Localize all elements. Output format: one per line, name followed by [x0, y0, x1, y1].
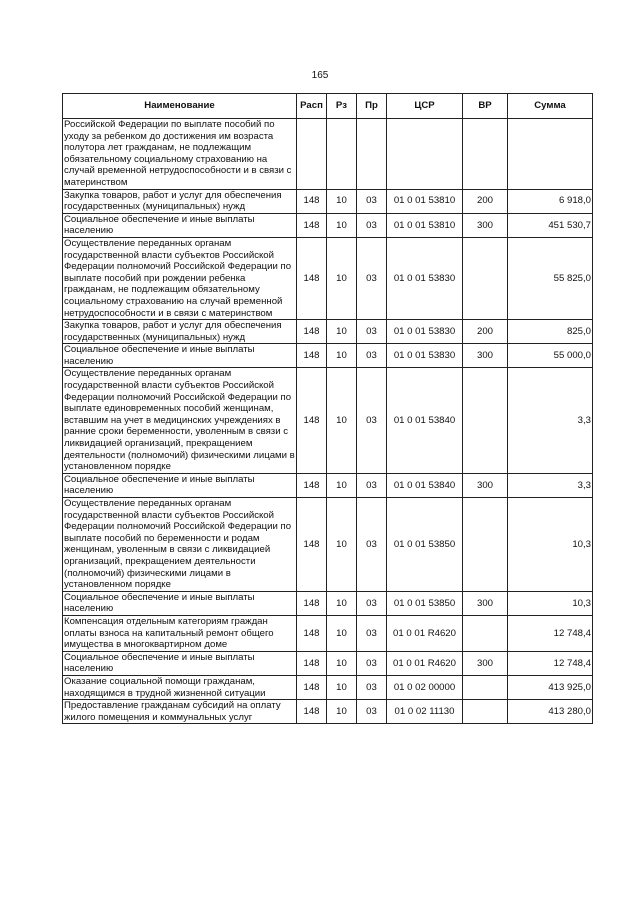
cell-pr: [357, 119, 387, 190]
table-body: [63, 119, 593, 724]
cell-pr: 03: [357, 368, 387, 473]
cell-rasp: 148: [297, 615, 327, 651]
cell-rasp: 148: [297, 700, 327, 724]
cell-rz: 10: [327, 344, 357, 368]
cell-name: Осуществление переданных органам государственной власти субъектов Российской Федерации полномочий Российской Федерации по выплате пособий по беременности и родам женщинам, уволенным в связи с ликвидацией организаций, прекращением деятельности (полномочий) физическими лицами в установленном порядке: [63, 498, 297, 592]
cell-vr: [463, 119, 508, 190]
cell-name: Осуществление переданных органам государственной власти субъектов Российской Федерации полномочий Российской Федерации по выплате пособий при рождении ребенка гражданам, не подлежащим обязательному социальному страхованию на случай временной нетрудоспособности и в связи с материнством: [63, 237, 297, 319]
cell-csr: 01 0 01 R4620: [387, 651, 463, 675]
cell-csr: 01 0 01 53830: [387, 320, 463, 344]
cell-rz: [327, 119, 357, 190]
cell-sum: 12 748,4: [508, 651, 593, 675]
table-row: [63, 700, 593, 724]
cell-csr: 01 0 01 53850: [387, 498, 463, 592]
table-row: [63, 498, 593, 592]
cell-sum: 3,3: [508, 473, 593, 497]
cell-name: Компенсация отдельным категориям граждан оплаты взноса на капитальный ремонт общего имущества в многоквартирном доме: [63, 615, 297, 651]
cell-sum: 6 918,0: [508, 189, 593, 213]
table-row: [63, 651, 593, 675]
cell-rz: 10: [327, 651, 357, 675]
cell-rz: 10: [327, 700, 357, 724]
cell-rasp: 148: [297, 189, 327, 213]
cell-name: Закупка товаров, работ и услуг для обеспечения государственных (муниципальных) нужд: [63, 320, 297, 344]
cell-vr: 300: [463, 651, 508, 675]
cell-pr: 03: [357, 591, 387, 615]
cell-vr: 300: [463, 213, 508, 237]
table-header-row: [63, 94, 593, 119]
column-header-csr: ЦСР: [387, 94, 463, 119]
table-row: [63, 473, 593, 497]
table-row: [63, 237, 593, 319]
cell-pr: 03: [357, 651, 387, 675]
cell-csr: 01 0 01 53810: [387, 189, 463, 213]
cell-sum: [508, 119, 593, 190]
cell-rasp: 148: [297, 320, 327, 344]
cell-vr: [463, 615, 508, 651]
cell-rasp: 148: [297, 344, 327, 368]
cell-pr: 03: [357, 700, 387, 724]
cell-rz: 10: [327, 675, 357, 699]
cell-vr: 300: [463, 591, 508, 615]
cell-rz: 10: [327, 498, 357, 592]
table-row: [63, 320, 593, 344]
cell-rz: 10: [327, 237, 357, 319]
cell-rasp: 148: [297, 237, 327, 319]
cell-rasp: 148: [297, 498, 327, 592]
table-row: [63, 675, 593, 699]
cell-csr: 01 0 01 53850: [387, 591, 463, 615]
column-header-pr: Пр: [357, 94, 387, 119]
cell-rasp: [297, 119, 327, 190]
cell-vr: [463, 498, 508, 592]
table-row: [63, 119, 593, 190]
cell-vr: [463, 675, 508, 699]
cell-sum: 413 925,0: [508, 675, 593, 699]
cell-vr: [463, 700, 508, 724]
column-header-rz: Рз: [327, 94, 357, 119]
cell-rasp: 148: [297, 591, 327, 615]
cell-rz: 10: [327, 615, 357, 651]
cell-name: Социальное обеспечение и иные выплаты населению: [63, 473, 297, 497]
table-row: [63, 189, 593, 213]
cell-vr: [463, 237, 508, 319]
cell-name: Социальное обеспечение и иные выплаты населению: [63, 591, 297, 615]
cell-sum: 451 530,7: [508, 213, 593, 237]
cell-csr: 01 0 01 53810: [387, 213, 463, 237]
cell-rasp: 148: [297, 651, 327, 675]
cell-csr: 01 0 01 R4620: [387, 615, 463, 651]
page-number: 165: [311, 70, 329, 81]
column-header-rasp: Расп: [297, 94, 327, 119]
cell-rasp: 148: [297, 675, 327, 699]
cell-sum: 12 748,4: [508, 615, 593, 651]
cell-csr: 01 0 02 11130: [387, 700, 463, 724]
column-header-sum: Сумма: [508, 94, 593, 119]
cell-vr: 200: [463, 189, 508, 213]
budget-table: [62, 93, 593, 724]
cell-csr: 01 0 01 53840: [387, 368, 463, 473]
cell-name: Закупка товаров, работ и услуг для обеспечения государственных (муниципальных) нужд: [63, 189, 297, 213]
table-row: [63, 213, 593, 237]
cell-rz: 10: [327, 591, 357, 615]
cell-rasp: 148: [297, 473, 327, 497]
cell-name: Социальное обеспечение и иные выплаты населению: [63, 344, 297, 368]
cell-rasp: 148: [297, 213, 327, 237]
cell-name: Предоставление гражданам субсидий на оплату жилого помещения и коммунальных услуг: [63, 700, 297, 724]
cell-name: Социальное обеспечение и иные выплаты населению: [63, 213, 297, 237]
cell-csr: 01 0 01 53840: [387, 473, 463, 497]
cell-rz: 10: [327, 189, 357, 213]
cell-sum: 413 280,0: [508, 700, 593, 724]
cell-rz: 10: [327, 368, 357, 473]
cell-vr: 300: [463, 473, 508, 497]
table-row: [63, 591, 593, 615]
cell-vr: [463, 368, 508, 473]
cell-pr: 03: [357, 675, 387, 699]
column-header-vr: ВР: [463, 94, 508, 119]
column-header-name: Наименование: [63, 94, 297, 119]
cell-csr: 01 0 01 53830: [387, 344, 463, 368]
cell-sum: 10,3: [508, 498, 593, 592]
cell-pr: 03: [357, 498, 387, 592]
table-row: [63, 615, 593, 651]
cell-pr: 03: [357, 473, 387, 497]
cell-pr: 03: [357, 615, 387, 651]
cell-vr: 300: [463, 344, 508, 368]
cell-sum: 825,0: [508, 320, 593, 344]
cell-rz: 10: [327, 320, 357, 344]
cell-pr: 03: [357, 237, 387, 319]
cell-pr: 03: [357, 320, 387, 344]
cell-csr: [387, 119, 463, 190]
cell-sum: 55 000,0: [508, 344, 593, 368]
cell-pr: 03: [357, 213, 387, 237]
cell-csr: 01 0 01 53830: [387, 237, 463, 319]
cell-rz: 10: [327, 473, 357, 497]
cell-pr: 03: [357, 344, 387, 368]
table-row: [63, 344, 593, 368]
cell-name: Российской Федерации по выплате пособий по уходу за ребенком до достижения им возраста полутора лет гражданам, не подлежащим обязательному социальному страхованию на случай временной нетрудоспособности и в связи с материнством: [63, 119, 297, 190]
cell-rasp: 148: [297, 368, 327, 473]
cell-name: Социальное обеспечение и иные выплаты населению: [63, 651, 297, 675]
cell-name: Осуществление переданных органам государственной власти субъектов Российской Федерации полномочий Российской Федерации по выплате единовременных пособий женщинам, вставшим на учет в медицинских учреждениях в ранние сроки беременности, уволенным в связи с ликвидацией организаций, прекращением деятельности (полномочий) физическими лицами в установленном порядке: [64, 368, 295, 473]
cell-sum: 10,3: [508, 591, 593, 615]
cell-vr: 200: [463, 320, 508, 344]
table-row: [63, 368, 593, 473]
cell-sum: 3,3: [508, 368, 593, 473]
cell-sum: 55 825,0: [508, 237, 593, 319]
cell-rz: 10: [327, 213, 357, 237]
cell-name: Оказание социальной помощи гражданам, находящимся в трудной жизненной ситуации: [63, 675, 297, 699]
cell-csr: 01 0 02 00000: [387, 675, 463, 699]
cell-pr: 03: [357, 189, 387, 213]
